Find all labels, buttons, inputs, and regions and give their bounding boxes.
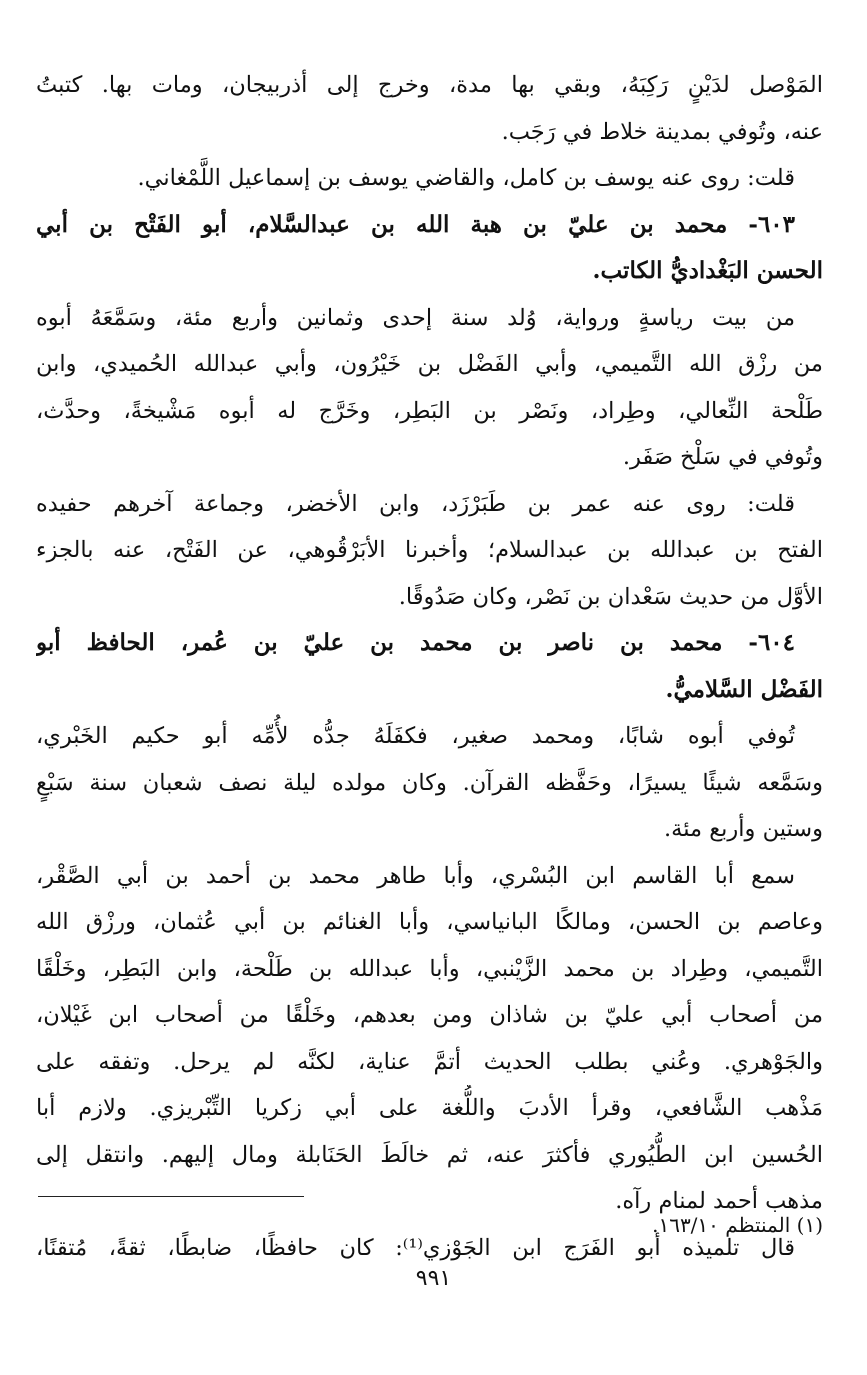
text-line: الحُسين ابن الطُّيُوري فأكثرَ عنه، ثم خالَطَ الحَنَابلة ومال إليهم. وانتقل إلى bbox=[36, 1141, 823, 1168]
text-line: قلت: روى عنه يوسف بن كامل، والقاضي يوسف بن إسماعيل اللَّمْغاني. bbox=[137, 165, 795, 191]
text-line: قلت: روى عنه عمر بن طَبَرْزَد، وابن الأخضر، وجماعة آخرهم حفيده bbox=[36, 490, 795, 517]
entry-heading: ٦٠٣- محمد بن عليّ بن هبة الله بن عبدالسَّلام، أبو الفَتْح بن أبي bbox=[36, 210, 795, 238]
text-line: سمع أبا القاسم ابن البُسْري، وأبا طاهر محمد بن أحمد بن أبي الصَّقْر، bbox=[36, 862, 795, 889]
entry-heading: ٦٠٤- محمد بن ناصر بن محمد بن عليّ بن عُمر، الحافظ أبو bbox=[36, 629, 795, 656]
entry-heading: الحسن البَغْداديُّ الكاتب. bbox=[592, 257, 823, 284]
text-line: وعاصم بن الحسن، ومالكًا البانياسي، وأبا الغنائم بن أبي عُثمان، ورزْق الله bbox=[36, 909, 823, 935]
text-line: من بيت رياسةٍ ورواية، وُلد سنة إحدى وثمانين وأربع مئة، وسَمَّعَهُ أبوه bbox=[36, 304, 795, 331]
text-line: قال تلميذه أبو الفَرَج ابن الجَوْزي⁽¹⁾: كان حافظًا، ضابطًا، ثقةً، مُتقنًا، bbox=[36, 1234, 795, 1261]
text-line: وسَمَّعه شيئًا يسيرًا، وحَفَّظه القرآن. وكان مولده ليلة نصف شعبان سنة سَبْعٍ bbox=[36, 769, 823, 796]
text-line: والجَوْهري. وعُني بطلب الحديث أتمَّ عناية، لكنَّه لم يرحل. وتفقه على bbox=[36, 1048, 823, 1075]
text-line: من أصحاب أبي عليّ بن شاذان ومن بعدهم، وخَلْقًا من أصحاب ابن غَيْلان، bbox=[36, 1002, 823, 1028]
text-line: التَّميمي، وطِراد بن محمد الزَّيْنبي، وأبا عبدالله بن طَلْحة، وابن البَطِر، وخَلْقًا bbox=[36, 955, 823, 982]
text-line: من رزْق الله التَّميمي، وأبي الفَضْل بن خَيْرُون، وأبي عبدالله الحُميدي، وابن bbox=[36, 351, 823, 377]
text-line: المَوْصل لدَيْنٍ رَكِبَهُ، وبقي بها مدة، وخرج إلى أذربيجان، ومات بها. كتبتُ bbox=[36, 72, 823, 98]
page-number: ٩٩١ bbox=[415, 1266, 452, 1291]
text-line: مَذْهب الشَّافعي، وقرأ الأدبَ واللُّغة على أبي زكريا التِّبْريزي. ولازم أبا bbox=[36, 1095, 823, 1121]
text-line: عنه، وتُوفي بمدينة خلاط في رَجَب. bbox=[501, 118, 823, 145]
text-line: مذهب أحمد لمنام رآه. bbox=[615, 1188, 823, 1214]
text-line: وستين وأربع مئة. bbox=[663, 816, 823, 842]
text-line: تُوفي أبوه شابًا، ومحمد صغير، فكفَلَهُ جدُّه لأُمِّه أبو حكيم الخَبْري، bbox=[36, 723, 795, 749]
footnote: (١) المنتظم ١٦٣/١٠. bbox=[652, 1213, 823, 1237]
text-line: الأوَّل من حديث سَعْدان بن نَصْر، وكان صَدُوقًا. bbox=[398, 583, 823, 610]
text-body bbox=[36, 62, 823, 1271]
footnote-divider bbox=[38, 1196, 304, 1197]
text-line: وتُوفي في سَلْخ صَفَر. bbox=[622, 444, 823, 470]
entry-heading: الفَضْل السَّلاميُّ. bbox=[665, 675, 823, 703]
text-line: الفتح بن عبدالله بن عبدالسلام؛ وأخبرنا الأبَرْقُوهي، عن الفَتْح، عنه بالجزء bbox=[36, 537, 823, 563]
text-line: طَلْحة النِّعالي، وطِراد، ونَصْر بن البَطِر، وخَرَّج له أبوه مَشْيخةً، وحدَّث، bbox=[36, 397, 823, 424]
